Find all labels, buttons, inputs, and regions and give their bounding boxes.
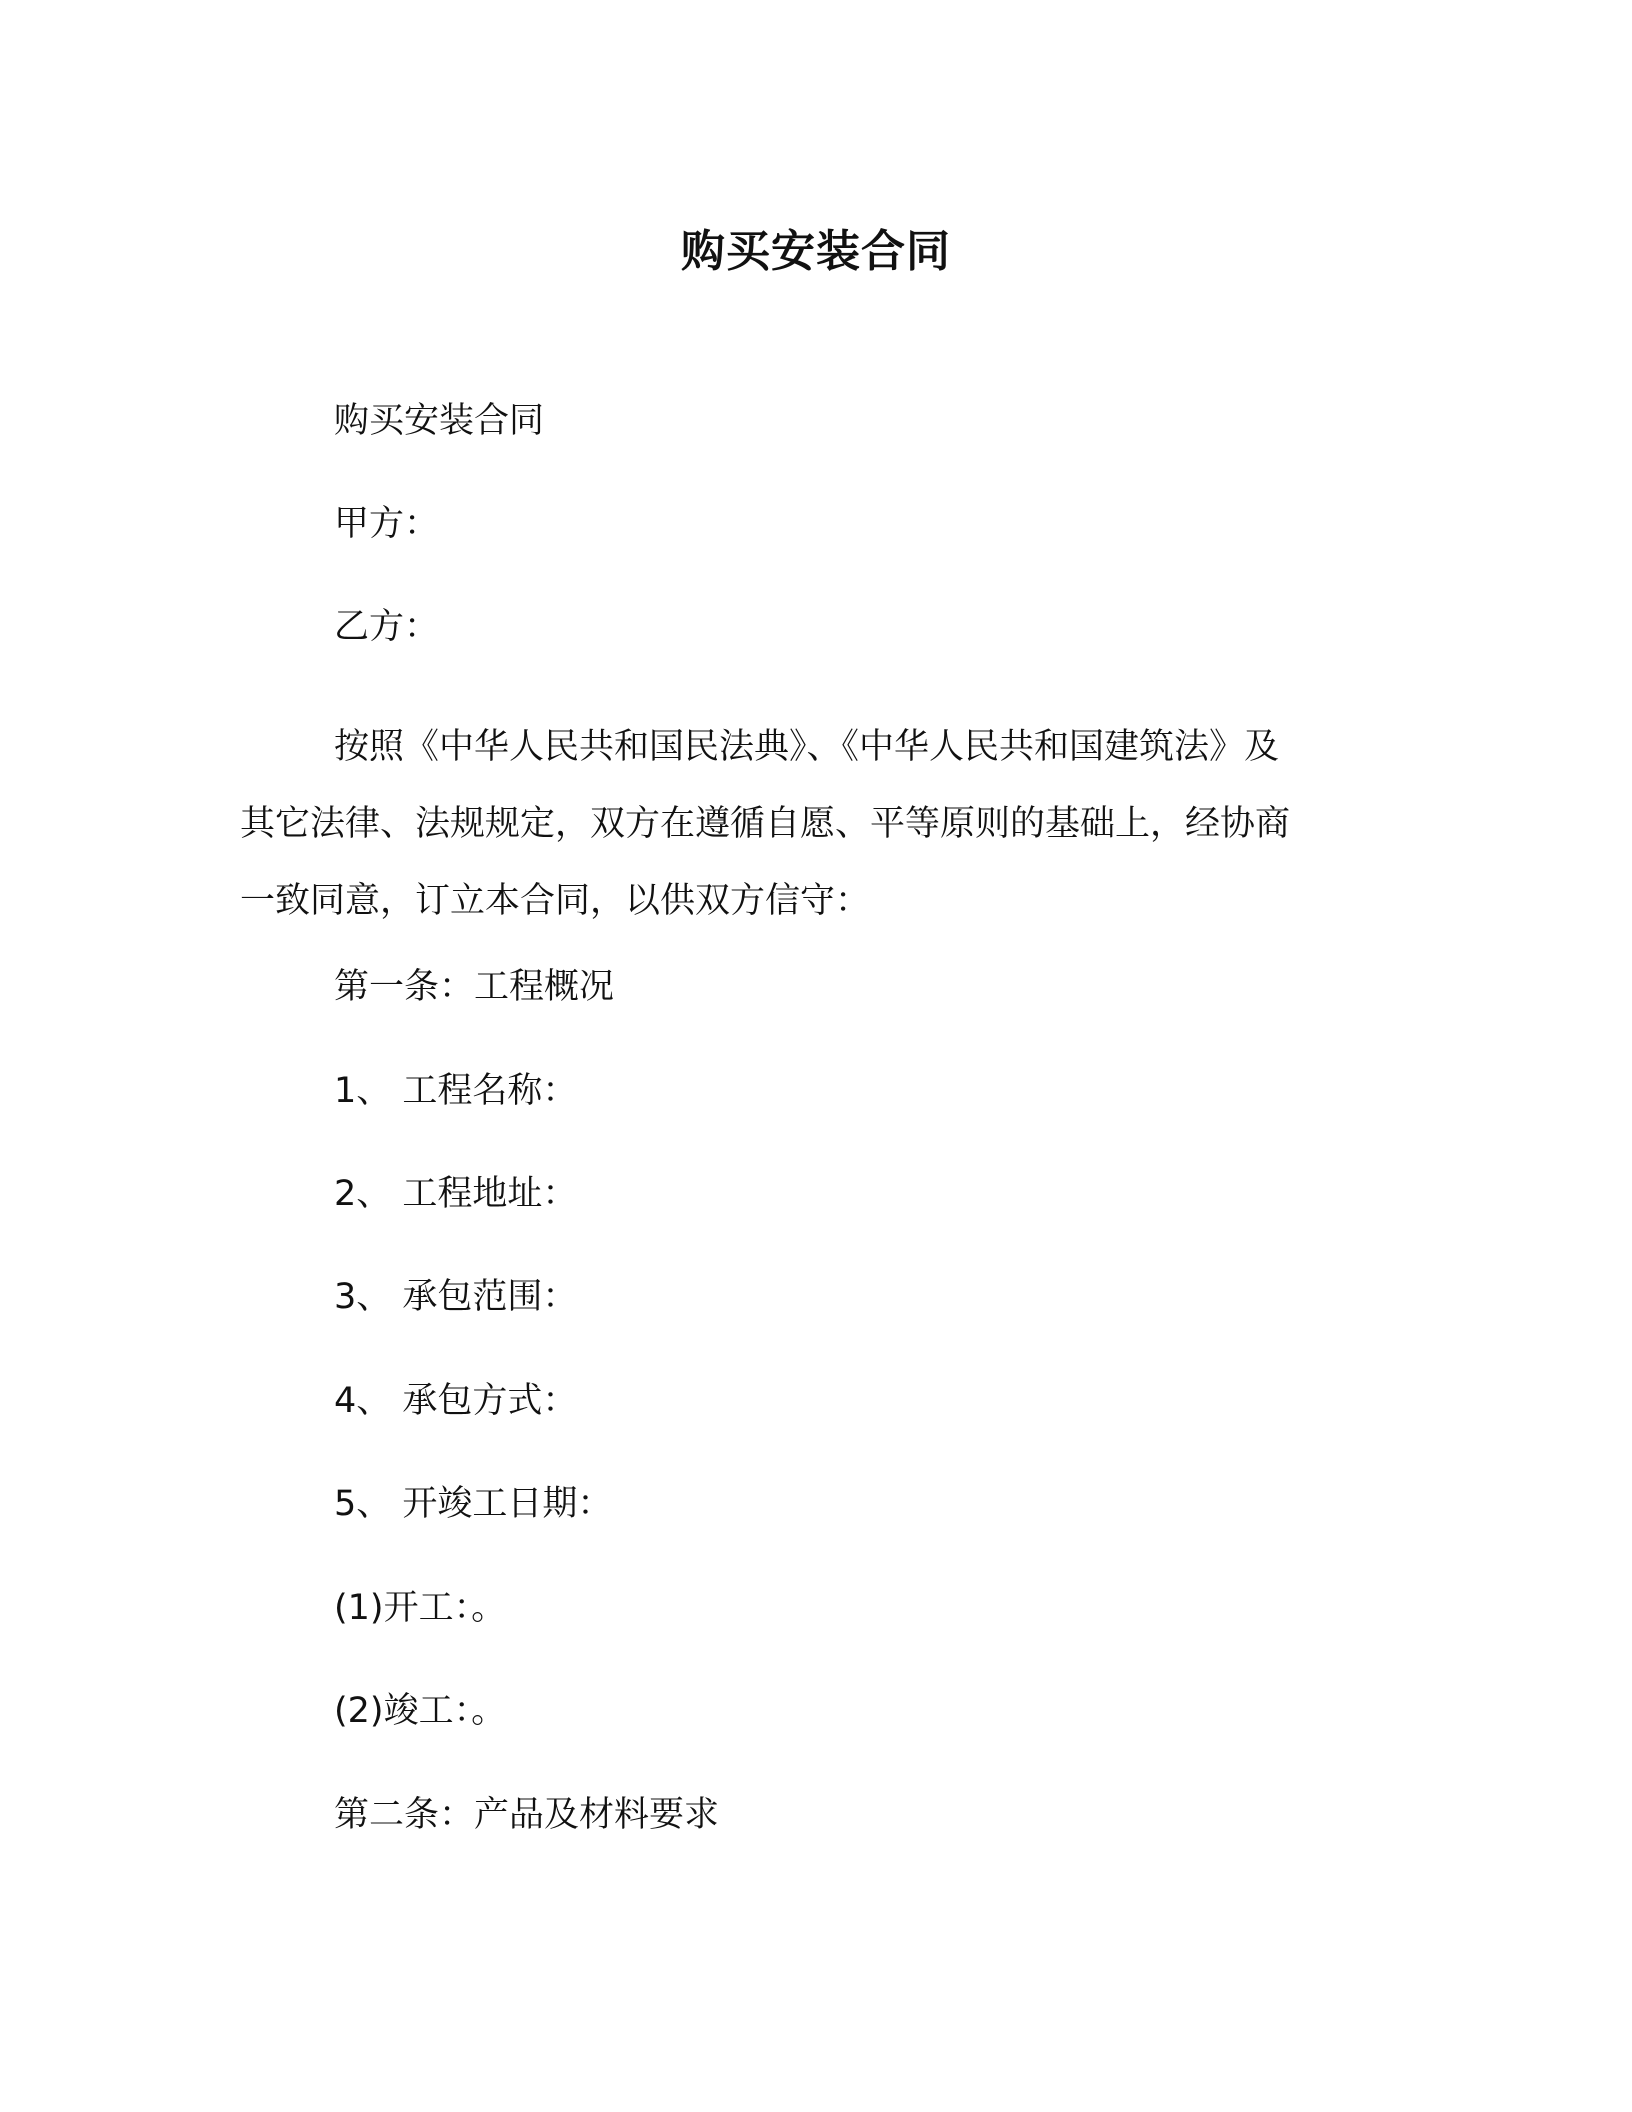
finish-date-line: (2)竣工：。 [334,1691,507,1731]
article-1-item-2: 2、 工程地址： [334,1174,578,1214]
article-1-heading: 第一条：工程概况 [334,967,615,1007]
party-b-label: 乙方： [334,607,440,647]
article-1-item-4: 4、 承包方式： [334,1381,578,1421]
article-2-heading: 第二条：产品及材料要求 [334,1795,720,1835]
contract-subtitle: 购买安装合同 [334,401,545,441]
start-date-line: (1)开工：。 [334,1588,507,1628]
intro-paragraph [240,709,1390,940]
article-1-item-1: 1、 工程名称： [334,1071,578,1111]
intro-line-3: 一致同意，订立本合同，以供双方信守： [240,881,871,921]
article-1-item-3: 3、 承包范围： [334,1277,578,1317]
article-1-item-5: 5、 开竣工日期： [334,1484,613,1524]
intro-line-2: 其它法律、法规规定，双方在遵循自愿、平等原则的基础上，经协商 [240,804,1291,844]
intro-line-1: 按照《中华人民共和国民法典》、《中华人民共和国建筑法》及 [334,727,1280,767]
document-title: 购买安装合同 [681,226,951,277]
party-a-label: 甲方： [334,504,440,544]
